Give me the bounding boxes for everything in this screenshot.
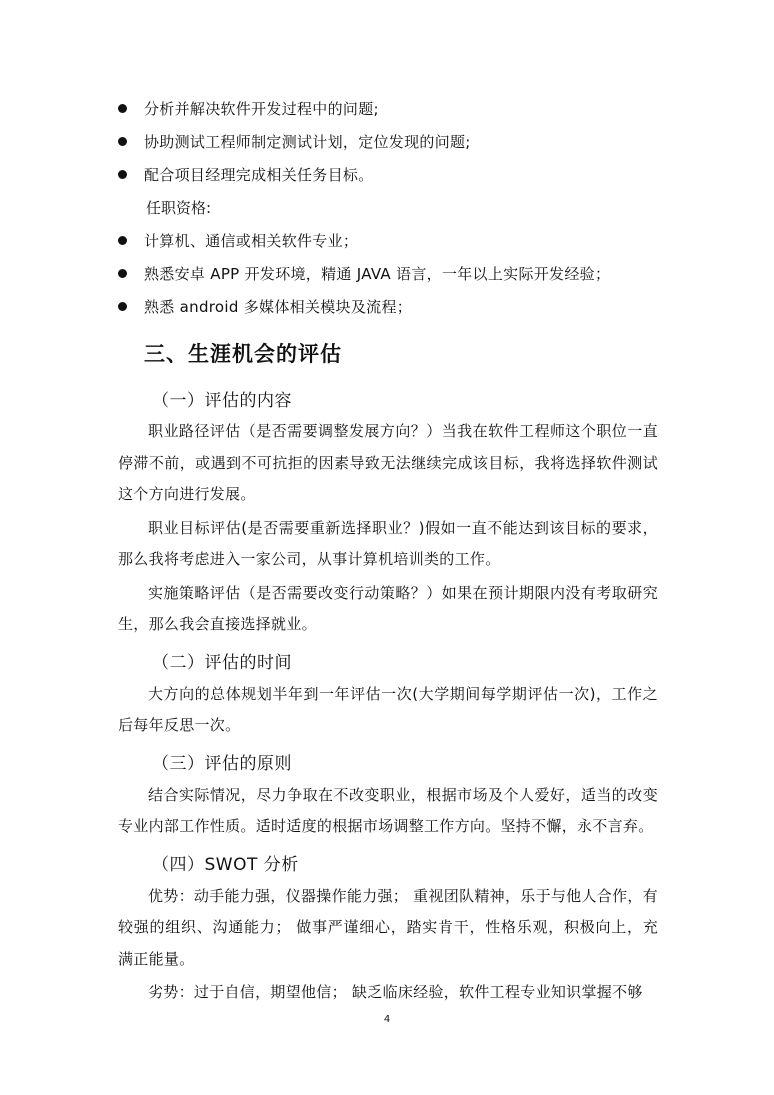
list-item-text: 熟悉安卓 APP 开发环境，精通 JAVA 语言，一年以上实际开发经验； <box>144 265 611 283</box>
list-item-text: 配合项目经理完成相关任务目标。 <box>144 166 374 184</box>
paragraph-strengths: 优势：动手能力强，仪器操作能力强； 重视团队精神，乐于与他人合作，有较强的组织、沟通能力； 做事严谨细心，踏实肯干，性格乐观，积极向上，充满正能量。 <box>118 886 658 968</box>
page-number: 4 <box>383 1014 391 1025</box>
bullet-icon <box>118 170 127 179</box>
paragraph-weaknesses: 劣势：过于自信，期望他信； 缺乏临床经验，软件工程专业知识掌握不够 <box>148 983 643 1001</box>
paragraph-strategy-evaluation: 实施策略评估（是否需要改变行动策略？）如果在预计期限内没有考取研究生，那么我会直接选择就业。 <box>118 583 658 633</box>
bullet-icon <box>118 137 127 146</box>
list-item <box>118 224 678 257</box>
sub-heading-time: （二）评估的时间 <box>152 653 292 673</box>
list-item-text: 计算机、通信或相关软件专业； <box>144 232 359 250</box>
list-item <box>118 290 678 323</box>
section-title: 三、生涯机会的评估 <box>144 342 342 366</box>
section-content <box>118 380 658 1011</box>
list-item-text: 协助测试工程师制定测试计划，定位发现的问题; <box>144 133 471 151</box>
list-item-text: 熟悉 android 多媒体相关模块及流程； <box>144 298 413 316</box>
bullet-icon <box>118 236 127 245</box>
paragraph-time: 大方向的总体规划半年到一年评估一次(大学期间每学期评估一次)，工作之后每年反思一次。 <box>118 684 658 734</box>
sub-heading-content: （一）评估的内容 <box>152 390 292 411</box>
list-item <box>118 125 678 158</box>
qualification-label: 任职资格: <box>146 199 212 217</box>
bullet-icon <box>118 269 127 278</box>
paragraph-goal-evaluation: 职业目标评估(是否需要重新选择职业？)假如一直不能达到该目标的要求，那么我将考虑进入一家公司，从事计算机培训类的工作。 <box>118 518 658 568</box>
list-item <box>118 92 678 125</box>
sub-heading-swot: （四）SWOT 分析 <box>152 855 299 875</box>
bullet-list <box>118 92 678 323</box>
bullet-icon <box>118 104 127 113</box>
sub-heading-principle: （三）评估的原则 <box>152 754 292 774</box>
paragraph-principle: 结合实际情况，尽力争取在不改变职业，根据市场及个人爱好，适当的改变专业内部工作性质。适时适度的根据市场调整工作方向。坚持不懈，永不言弃。 <box>118 785 658 835</box>
paragraph-path-evaluation: 职业路径评估（是否需要调整发展方向？）当我在软件工程师这个职位一直停滞不前，或遇到不可抗拒的因素导致无法继续完成该目标，我将选择软件测试这个方向进行发展。 <box>118 422 658 503</box>
list-item <box>118 257 678 290</box>
list-item <box>118 158 678 191</box>
list-item-text: 分析并解决软件开发过程中的问题; <box>144 100 379 118</box>
bullet-icon <box>118 302 127 311</box>
